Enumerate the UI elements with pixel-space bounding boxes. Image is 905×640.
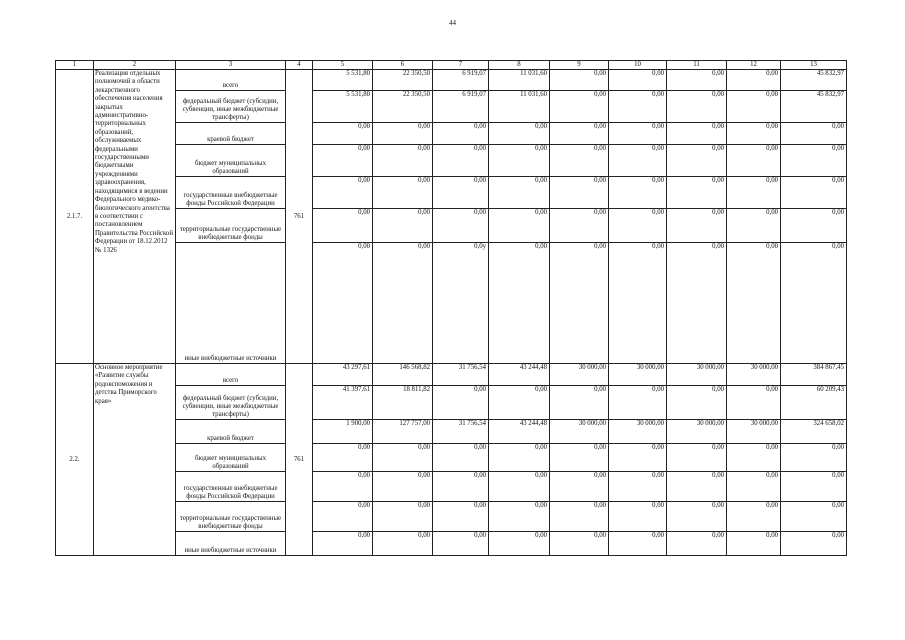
amount-cell: 0,00 — [727, 123, 781, 145]
amount-cell: 0,00 — [313, 532, 373, 556]
amount-cell: 0,00 — [609, 145, 667, 177]
funding-source: иные внебюджетные источники — [176, 243, 286, 364]
amount-cell: 0,00 — [667, 70, 727, 91]
amount-cell: 11 031,60 — [489, 91, 550, 123]
amount-cell: 0,00 — [433, 209, 489, 243]
amount-cell: 0,00 — [609, 532, 667, 556]
amount-cell: 0,00 — [781, 502, 847, 532]
amount-cell: 0,00 — [550, 502, 609, 532]
amount-cell: 45 832,97 — [781, 91, 847, 123]
amount-cell: 0,00 — [609, 472, 667, 502]
funding-source: территориальные государственные внебюджетные фонды — [176, 502, 286, 532]
item-code: 2.1.7. — [56, 70, 94, 364]
amount-cell: 0,00 — [781, 532, 847, 556]
amount-cell: 0,00 — [667, 177, 727, 209]
amount-cell: 0,00 — [550, 70, 609, 91]
amount-cell: 45 832,97 — [781, 70, 847, 91]
amount-cell: 0,00 — [550, 91, 609, 123]
funding-source: краевой бюджет — [176, 123, 286, 145]
column-number-row — [56, 61, 847, 70]
amount-cell: 0,00 — [313, 502, 373, 532]
column-number-header: 8 — [489, 61, 550, 70]
amount-cell: 0,00 — [727, 444, 781, 472]
amount-cell: 0,00 — [550, 209, 609, 243]
amount-cell: 0,00 — [667, 145, 727, 177]
amount-cell: 0,00 — [609, 444, 667, 472]
amount-cell: 0,0у — [433, 243, 489, 364]
amount-cell: 0,00 — [727, 209, 781, 243]
amount-cell: 324 658,02 — [781, 420, 847, 444]
column-number-header: 9 — [550, 61, 609, 70]
amount-cell: 0,00 — [609, 209, 667, 243]
amount-cell: 0,00 — [373, 532, 433, 556]
amount-cell: 0,00 — [373, 123, 433, 145]
amount-cell: 0,00 — [373, 472, 433, 502]
amount-cell: 30 000,00 — [667, 364, 727, 386]
column-number-header: 13 — [781, 61, 847, 70]
amount-cell: 0,00 — [550, 472, 609, 502]
column-number-header: 2 — [94, 61, 176, 70]
amount-cell: 0,00 — [727, 532, 781, 556]
amount-cell: 0,00 — [313, 145, 373, 177]
amount-cell: 0,00 — [489, 386, 550, 420]
budget-table — [55, 60, 847, 556]
page-number: 44 — [449, 19, 456, 27]
amount-cell: 0,00 — [727, 91, 781, 123]
amount-cell: 0,00 — [609, 243, 667, 364]
amount-cell: 0,00 — [313, 123, 373, 145]
amount-cell: 0,00 — [313, 243, 373, 364]
amount-cell: 0,00 — [727, 243, 781, 364]
amount-cell: 0,00 — [667, 91, 727, 123]
column-number-header: 5 — [313, 61, 373, 70]
amount-cell: 30 000,00 — [727, 364, 781, 386]
amount-cell: 5 531,80 — [313, 91, 373, 123]
amount-cell: 0,00 — [609, 502, 667, 532]
funding-source: бюджет муниципальных образований — [176, 145, 286, 177]
grbs-code: 761 — [286, 70, 313, 364]
amount-cell: 0,00 — [489, 145, 550, 177]
amount-cell: 0,00 — [313, 444, 373, 472]
grbs-code: 761 — [286, 364, 313, 556]
amount-cell: 0,00 — [609, 123, 667, 145]
funding-source: федеральный бюджет (субсидии, субвенции, иные межбюджетные трансферты) — [176, 91, 286, 123]
column-number-header: 12 — [727, 61, 781, 70]
amount-cell: 0,00 — [550, 123, 609, 145]
amount-cell: 0,00 — [433, 145, 489, 177]
amount-cell: 0,00 — [373, 177, 433, 209]
amount-cell: 0,00 — [667, 243, 727, 364]
funding-source: краевой бюджет — [176, 420, 286, 444]
amount-cell: 30 000,00 — [727, 420, 781, 444]
item-name: Реализация отдельных полномочий в области лекарственного обеспечения населения закрытых административно-территориальных образований, обслуживаемых федеральными государственными бюджетными учреждениями здравоохранения, находящимися в ведении Федерального медико-биологического агентства в соответствии с постановлением Правительства Российской Федерации от 18.12.2012 № 1326 — [94, 70, 176, 364]
amount-cell: 0,00 — [727, 145, 781, 177]
amount-cell: 0,00 — [727, 386, 781, 420]
amount-cell: 0,00 — [550, 532, 609, 556]
funding-source: государственные внебюджетные фонды Российской Федерации — [176, 177, 286, 209]
amount-cell: 0,00 — [433, 472, 489, 502]
amount-cell: 0,00 — [373, 145, 433, 177]
amount-cell: 0,00 — [489, 209, 550, 243]
amount-cell: 0,00 — [781, 177, 847, 209]
amount-cell: 43 244,48 — [489, 420, 550, 444]
column-number-header: 7 — [433, 61, 489, 70]
amount-cell: 0,00 — [489, 502, 550, 532]
funding-source: федеральный бюджет (субсидии, субвенции, иные межбюджетные трансферты) — [176, 386, 286, 420]
amount-cell: 0,00 — [781, 444, 847, 472]
amount-cell: 0,00 — [667, 502, 727, 532]
amount-cell: 22 350,50 — [373, 70, 433, 91]
amount-cell: 43 297,61 — [313, 364, 373, 386]
column-number-header: 4 — [286, 61, 313, 70]
amount-cell: 0,00 — [781, 209, 847, 243]
amount-cell: 0,00 — [609, 91, 667, 123]
amount-cell: 0,00 — [727, 177, 781, 209]
amount-cell: 0,00 — [433, 386, 489, 420]
amount-cell: 0,00 — [550, 386, 609, 420]
amount-cell: 5 531,80 — [313, 70, 373, 91]
funding-source: государственные внебюджетные фонды Российской Федерации — [176, 472, 286, 502]
amount-cell: 0,00 — [609, 70, 667, 91]
amount-cell: 0,00 — [373, 243, 433, 364]
amount-cell: 0,00 — [727, 70, 781, 91]
amount-cell: 0,00 — [781, 243, 847, 364]
amount-cell: 0,00 — [609, 177, 667, 209]
amount-cell: 30 000,00 — [609, 420, 667, 444]
amount-cell: 0,00 — [667, 532, 727, 556]
item-name: Основное мероприятие «Развитие службы родовспоможения и детства Приморского края» — [94, 364, 176, 556]
amount-cell: 6 919,07 — [433, 91, 489, 123]
amount-cell: 0,00 — [781, 145, 847, 177]
amount-cell: 0,00 — [313, 472, 373, 502]
amount-cell: 41 397,61 — [313, 386, 373, 420]
amount-cell: 0,00 — [489, 472, 550, 502]
amount-cell: 11 031,60 — [489, 70, 550, 91]
column-number-header: 1 — [56, 61, 94, 70]
amount-cell: 0,00 — [609, 386, 667, 420]
amount-cell: 0,00 — [727, 472, 781, 502]
amount-cell: 30 000,00 — [609, 364, 667, 386]
amount-cell: 31 756,54 — [433, 364, 489, 386]
amount-cell: 6 919,07 — [433, 70, 489, 91]
amount-cell: 1 900,00 — [313, 420, 373, 444]
column-number-header: 3 — [176, 61, 286, 70]
amount-cell: 60 209,43 — [781, 386, 847, 420]
amount-cell: 0,00 — [781, 123, 847, 145]
amount-cell: 0,00 — [781, 472, 847, 502]
funding-source: территориальные государственные внебюджетные фонды — [176, 209, 286, 243]
amount-cell: 0,00 — [489, 532, 550, 556]
amount-cell: 0,00 — [667, 209, 727, 243]
column-number-header: 11 — [667, 61, 727, 70]
amount-cell: 127 757,00 — [373, 420, 433, 444]
amount-cell: 0,00 — [489, 243, 550, 364]
amount-cell: 384 867,45 — [781, 364, 847, 386]
column-number-header: 10 — [609, 61, 667, 70]
amount-cell: 0,00 — [313, 177, 373, 209]
amount-cell: 0,00 — [373, 444, 433, 472]
amount-cell: 0,00 — [489, 444, 550, 472]
funding-source: всего — [176, 70, 286, 91]
amount-cell: 0,00 — [373, 209, 433, 243]
funding-source: бюджет муниципальных образований — [176, 444, 286, 472]
amount-cell: 0,00 — [667, 386, 727, 420]
amount-cell: 0,00 — [550, 444, 609, 472]
amount-cell: 0,00 — [667, 444, 727, 472]
funding-source: иные внебюджетные источники — [176, 532, 286, 556]
amount-cell: 0,00 — [313, 209, 373, 243]
amount-cell: 0,00 — [550, 145, 609, 177]
amount-cell: 30 000,00 — [550, 364, 609, 386]
amount-cell: 0,00 — [667, 123, 727, 145]
amount-cell: 30 000,00 — [550, 420, 609, 444]
amount-cell: 0,00 — [433, 123, 489, 145]
item-code: 2.2. — [56, 364, 94, 556]
amount-cell: 0,00 — [433, 177, 489, 209]
table-row — [56, 364, 847, 386]
amount-cell: 0,00 — [550, 177, 609, 209]
table-row — [56, 70, 847, 91]
amount-cell: 0,00 — [373, 502, 433, 532]
amount-cell: 30 000,00 — [667, 420, 727, 444]
amount-cell: 0,00 — [489, 177, 550, 209]
amount-cell: 43 244,48 — [489, 364, 550, 386]
amount-cell: 0,00 — [667, 472, 727, 502]
amount-cell: 22 350,50 — [373, 91, 433, 123]
column-number-header: 6 — [373, 61, 433, 70]
amount-cell: 146 568,82 — [373, 364, 433, 386]
funding-source: всего — [176, 364, 286, 386]
amount-cell: 0,00 — [433, 532, 489, 556]
amount-cell: 0,00 — [489, 123, 550, 145]
amount-cell: 31 756,54 — [433, 420, 489, 444]
amount-cell: 0,00 — [550, 243, 609, 364]
amount-cell: 0,00 — [727, 502, 781, 532]
amount-cell: 0,00 — [433, 444, 489, 472]
amount-cell: 18 811,82 — [373, 386, 433, 420]
amount-cell: 0,00 — [433, 502, 489, 532]
